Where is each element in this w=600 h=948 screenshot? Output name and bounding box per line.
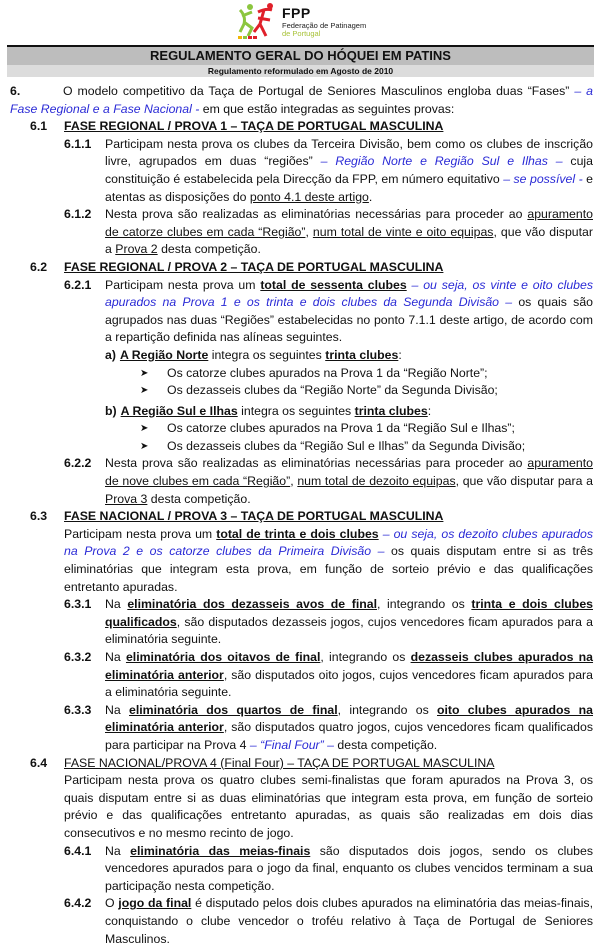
text-run: Na	[105, 597, 128, 612]
clause-text	[105, 702, 593, 755]
clause-number: 6.4.1	[64, 843, 92, 858]
clause-text	[105, 596, 593, 649]
clause-number: 6.1.2	[64, 207, 92, 222]
alinea-label: a)	[105, 347, 116, 362]
bullet-item	[140, 365, 600, 383]
logo-name-line1: Federação de Patinagem	[282, 21, 367, 30]
text-run: desta competição.	[147, 491, 251, 506]
club-count: trinta clubes	[354, 403, 428, 418]
bullet-text: Os catorze clubes apurados na Prova 1 da “Região Norte”;	[167, 365, 488, 380]
text-run: integra os seguintes	[208, 347, 326, 362]
text-run: , são disputados dezasseis jogos, cujos vencedores ficam apurados para a eliminatória seguinte.	[105, 614, 593, 647]
fpp-logo	[236, 2, 386, 40]
alinea-b	[105, 403, 600, 421]
text-run: ,	[290, 474, 298, 489]
clause-number: 6.2.1	[64, 277, 92, 292]
bullet-text: Os catorze clubes apurados na Prova 1 da “Região Sul e Ilhas”;	[167, 421, 515, 436]
clause-6-3-2	[0, 649, 600, 702]
underlined-run: num total de dezoito equipas	[297, 474, 456, 489]
text-run: integra os seguintes	[237, 403, 355, 418]
emphasis-run: – “Final Four” –	[249, 737, 334, 752]
text-run: , são disputados quatro jogos, cujos vencedores ficam qualificados para participar na Prova 4	[105, 720, 593, 752]
clause-text	[105, 895, 593, 948]
arrow-bullet-icon: ➤	[140, 440, 149, 452]
text-run: Nesta prova são realizadas as eliminatórias necessárias para proceder ao	[105, 456, 528, 471]
bold-underlined-run: oito clubes apurados na eliminatória anterior	[105, 702, 593, 735]
clause-6-4-2	[0, 895, 600, 948]
section-6-1-heading	[0, 118, 600, 136]
section-number: 6.4	[30, 755, 48, 770]
text-run: O modelo competitivo da Taça de Portugal de Seniores Masculinos engloba duas “Fases”	[63, 84, 575, 98]
bold-underlined-run: trinta e dois clubes qualificados	[105, 597, 593, 629]
bold-underlined-run: eliminatória das meias-finais	[130, 843, 311, 858]
section-text: Participam nesta prova os quatro clubes semi-finalistas que foram apurados na Prova 3, os quais disputam entre si as duas eliminatórias que integram esta prova, em função de sorteio prévio e das qualificações entretanto apuradas, as quais são realizadas em dois dias consecutivos e no mesmo recinto de jogo.	[64, 773, 593, 840]
text-run: os quais disputam entre si as três eliminatórias que integram esta prova, em função de sorteio prévio e das qualificações entretanto apuradas.	[64, 544, 593, 594]
text-run: Na	[105, 650, 126, 664]
emphasis-run: – ou seja, os vinte e oito clubes apurados na Prova 1 e os trinta e dois clubes da Segunda Divisão –	[105, 277, 593, 310]
bold-underlined-run: eliminatória dos oitavos de final	[125, 650, 321, 664]
document-title: REGULAMENTO GERAL DO HÓQUEI EM PATINS	[7, 45, 594, 66]
text-run: desta competição.	[333, 737, 438, 752]
text-run: os quais são agrupados nas duas “Regiões” estabelecidas no ponto 7.1.1 deste artigo, de acordo com a repartição definida nas alíneas seguintes.	[105, 295, 593, 345]
clause-number: 6.1.1	[64, 136, 92, 151]
logo-name-line2: de Portugal	[282, 29, 321, 38]
clause-text	[105, 843, 593, 896]
section-6-3-intro	[0, 526, 600, 596]
section-text	[10, 83, 593, 118]
region-name: A Região Sul e Ilhas	[120, 403, 238, 418]
text-run: , integrando os	[337, 702, 437, 717]
underlined-run: Prova 3	[105, 491, 148, 506]
section-6-3-heading	[0, 508, 600, 526]
bold-underlined-run: eliminatória dos dezasseis avos de final	[127, 597, 378, 612]
text-run: Participam nesta prova um	[105, 277, 261, 292]
emphasis-run: – Região Norte e Região Sul e Ilhas –	[320, 154, 563, 169]
skater-figures-icon	[236, 2, 280, 40]
section-6	[0, 83, 600, 118]
text-run: , integrando os	[320, 650, 411, 664]
bullet-text: Os dezasseis clubes da “Região Norte” da Segunda Divisão;	[167, 383, 498, 398]
clause-text	[105, 277, 593, 347]
section-heading: FASE REGIONAL / PROVA 2 – TAÇA DE PORTUGAL MASCULINA	[64, 259, 444, 274]
clause-6-3-3	[0, 702, 600, 755]
clause-number: 6.3.3	[64, 702, 92, 717]
alinea-a	[105, 347, 600, 365]
text-run: é disputado pelos dois clubes apurados na eliminatória das meias-finais, conquistando o clube vencedor o troféu relativo à Taça de Portugal de Seniores Masculinos.	[105, 896, 593, 946]
text-run: e atentas as disposições do	[105, 171, 593, 204]
text-run: ,	[305, 224, 313, 239]
section-number: 6.1	[30, 119, 48, 134]
text-run: em que estão integradas as seguintes provas:	[199, 101, 455, 116]
text-run: Participam nesta prova os clubes da Terceira Divisão, bem como os clubes de inscrição livre, agrupados em duas “regiões”	[105, 136, 593, 169]
section-6-4-heading	[0, 755, 600, 773]
clause-text	[105, 649, 593, 702]
text-run: , que vão disputar a	[105, 224, 593, 257]
section-number: 6.3	[30, 509, 48, 524]
clause-6-4-1	[0, 843, 600, 896]
clause-6-2-2	[0, 455, 600, 508]
text-run: cuja constituição é estabelecida pela Direcção da FPP, em número equitativo	[105, 154, 593, 186]
section-6-2-heading	[0, 259, 600, 277]
bullet-item	[140, 420, 600, 438]
text-run: , integrando os	[377, 597, 472, 612]
document-body	[0, 83, 600, 948]
text-run: .	[368, 189, 373, 204]
text-run: Na	[105, 702, 129, 717]
clause-number: 6.3.1	[64, 597, 92, 612]
clause-number: 6.2.2	[64, 456, 92, 471]
reference-link: ponto 4.1 deste artigo	[249, 189, 369, 204]
text-run: Na	[105, 843, 131, 858]
underlined-run: num total de vinte e oito equipas	[312, 224, 494, 239]
bold-underlined-run: dezasseis clubes apurados na eliminatória anterior	[105, 650, 594, 682]
clause-text	[105, 206, 593, 259]
document-subtitle: Regulamento reformulado em Agosto de 2010	[7, 65, 594, 77]
clause-6-3-1	[0, 596, 600, 649]
clause-6-1-1	[0, 136, 600, 206]
bullet-text: Os dezasseis clubes da “Região Sul e Ilhas” da Segunda Divisão;	[167, 438, 526, 453]
emphasis-run: – a Fase Regional e a Fase Nacional -	[10, 84, 593, 116]
section-number: 6.	[10, 84, 21, 98]
logo-abbr: FPP	[282, 5, 311, 21]
underlined-run: apuramento de catorze clubes em cada “Região”	[105, 207, 593, 239]
text-run: Participam nesta prova um	[64, 526, 217, 541]
text-run: , são disputados oito jogos, cujos vencedores ficam apurados para a eliminatória seguinte.	[105, 667, 593, 700]
arrow-bullet-icon: ➤	[140, 423, 149, 435]
arrow-bullet-icon: ➤	[140, 367, 149, 379]
clause-6-2-1	[0, 277, 600, 347]
bullet-item	[140, 438, 600, 456]
section-number: 6.2	[30, 259, 48, 274]
underlined-run: Prova 2	[115, 242, 158, 257]
text-run: O	[105, 896, 119, 911]
text-run: desta competição.	[157, 242, 261, 257]
section-heading: FASE NACIONAL / PROVA 3 – TAÇA DE PORTUGAL MASCULINA	[64, 509, 444, 524]
bold-underlined-run: eliminatória dos quartos de final	[129, 702, 338, 717]
text-run: :	[398, 347, 402, 362]
bold-underlined-run: jogo da final	[118, 896, 192, 911]
text-run: :	[427, 403, 432, 418]
text-run: , que vão disputar para a	[455, 474, 593, 489]
text-run: Nesta prova são realizadas as eliminatórias necessárias para proceder ao	[105, 207, 528, 222]
section-heading: FASE REGIONAL / PROVA 1 – TAÇA DE PORTUGAL MASCULINA	[64, 119, 444, 134]
arrow-bullet-icon: ➤	[140, 385, 149, 397]
bold-underlined-run: total de sessenta clubes	[260, 277, 407, 292]
emphasis-run: – se possível -	[503, 171, 583, 186]
section-text	[64, 526, 593, 596]
alinea-label: b)	[105, 403, 117, 418]
bold-underlined-run: total de trinta e dois clubes	[216, 526, 379, 541]
clause-6-1-2	[0, 206, 600, 259]
section-heading: FASE NACIONAL/PROVA 4 (Final Four) – TAÇA DE PORTUGAL MASCULINA	[64, 755, 495, 770]
text-run: são disputados dois jogos, sendo os clubes vencedores apurados para o jogo da final, enquanto os clubes vencidos terminam a sua participação nesta competição.	[105, 843, 593, 893]
emphasis-run: – ou seja, os dezoito clubes apurados na Prova 2 e os catorze clubes da Primeira Divisão –	[64, 526, 593, 559]
club-count: trinta clubes	[325, 347, 399, 362]
underlined-run: apuramento de nove clubes em cada “Região”	[105, 456, 593, 489]
bullet-item	[140, 382, 600, 400]
region-name: A Região Norte	[119, 347, 209, 362]
section-6-4-intro	[0, 772, 600, 842]
clause-number: 6.3.2	[64, 650, 92, 664]
clause-text	[105, 455, 593, 508]
clause-text	[105, 136, 593, 206]
clause-number: 6.4.2	[64, 896, 92, 911]
